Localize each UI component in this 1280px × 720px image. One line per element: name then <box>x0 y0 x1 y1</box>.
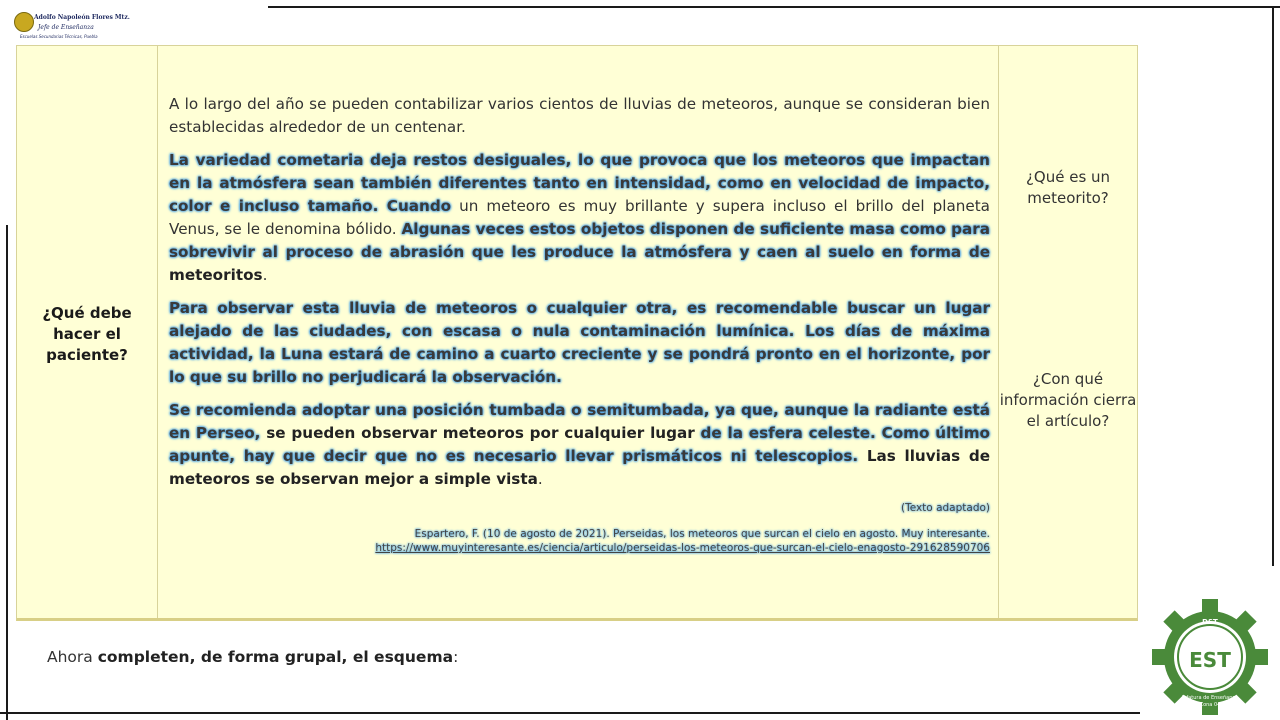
institution-gear-emblem <box>1150 597 1270 717</box>
emblem-zone-text: Zona 04 <box>1199 702 1221 708</box>
paragraph-2 <box>169 149 990 287</box>
left-question: ¿Qué debe hacer el paciente? <box>42 304 132 364</box>
reading-table <box>16 45 1138 621</box>
plain-text: Las lluvias de meteoros se observan mejor a simple vista <box>169 447 990 488</box>
emblem-top-text: DST <box>1202 618 1218 626</box>
logo-emblem-icon <box>14 12 34 32</box>
plain-text: meteoritos <box>169 266 263 284</box>
right-question-1: ¿Qué es un meteorito? <box>1025 168 1111 207</box>
plain-text: . <box>262 266 268 284</box>
highlight: Se recomienda adoptar una posición tumbada o semitumbada, ya que, aunque la radiante está en Perseo, <box>169 401 990 442</box>
citation-link[interactable]: https://www.muyinteresante.es/ciencia/articulo/perseidas-los-meteoros-que-surcan-el-cielo-enagosto-291628590706 <box>375 542 990 554</box>
instruction-line <box>47 648 458 666</box>
instruction-prefix: Ahora <box>47 648 98 666</box>
right-question-2: ¿Con qué información cierra el artículo? <box>999 370 1137 430</box>
instruction-suffix: : <box>453 648 459 666</box>
frame-line-right <box>1272 6 1274 566</box>
paragraph-1-text: A lo largo del año se pueden contabilizar varios cientos de lluvias de meteoros, aunque se consideran bien establecidas alrededor de un centenar. <box>169 95 990 136</box>
frame-line-bottom <box>0 712 1140 714</box>
text-column <box>158 46 999 618</box>
plain-text: . <box>537 470 543 488</box>
right-column <box>999 46 1137 618</box>
citation: Espartero, F. (10 de agosto de 2021). Perseidas, los meteoros que surcan el cielo en agosto. Muy interesante. <box>414 528 990 540</box>
author-logo <box>14 10 130 44</box>
highlight: Para observar esta lluvia de meteoros o cualquier otra, es recomendable buscar un lugar alejado de las ciudades, con escasa o nula contaminación lumínica. Los días de máxima actividad, la Luna estará de camino a cuarto creciente y se pondrá pronto en el horizonte, por lo que su brillo no perjudicará la observación. <box>169 299 990 386</box>
left-column <box>17 46 158 618</box>
highlight: Algunas veces estos objetos disponen de suficiente masa como para sobrevivir al proceso de abrasión que les produce la atmósfera y caen al suelo en forma de <box>169 220 990 261</box>
highlight: La variedad cometaria deja restos desiguales, lo que provoca que los meteoros que impactan en la atmósfera sean también diferentes tanto en intensidad, como en velocidad de impacto, color e incluso tamaño. Cuando <box>169 151 990 215</box>
emblem-bottom-text: Jefatura de Enseñanza <box>1181 695 1239 701</box>
plain-text: se pueden observar meteoros por cualquier lugar <box>260 424 701 442</box>
paragraph-3 <box>169 297 990 389</box>
article-text <box>169 93 990 555</box>
paragraph-4 <box>169 399 990 491</box>
emblem-mid-text: EST <box>1189 648 1231 672</box>
paragraph-1 <box>169 93 990 139</box>
instruction-bold: completen, de forma grupal, el esquema <box>97 648 454 666</box>
logo-name: Adolfo Napoleón Flores Mtz. <box>34 14 130 21</box>
logo-institution: Escuelas Secundarias Técnicas, Puebla <box>20 34 98 39</box>
frame-line-top <box>268 6 1280 8</box>
logo-role: Jefe de Enseñanza <box>38 24 94 31</box>
plain-text: un meteoro es muy brillante y supera incluso el brillo del planeta Venus, se le denomina bólido. <box>169 197 990 238</box>
source-note: (Texto adaptado) <box>900 502 990 514</box>
highlight: de la esfera celeste. Como último apunte, hay que decir que no es necesario llevar prismáticos ni telescopios. <box>169 424 990 465</box>
frame-line-left <box>6 225 8 720</box>
